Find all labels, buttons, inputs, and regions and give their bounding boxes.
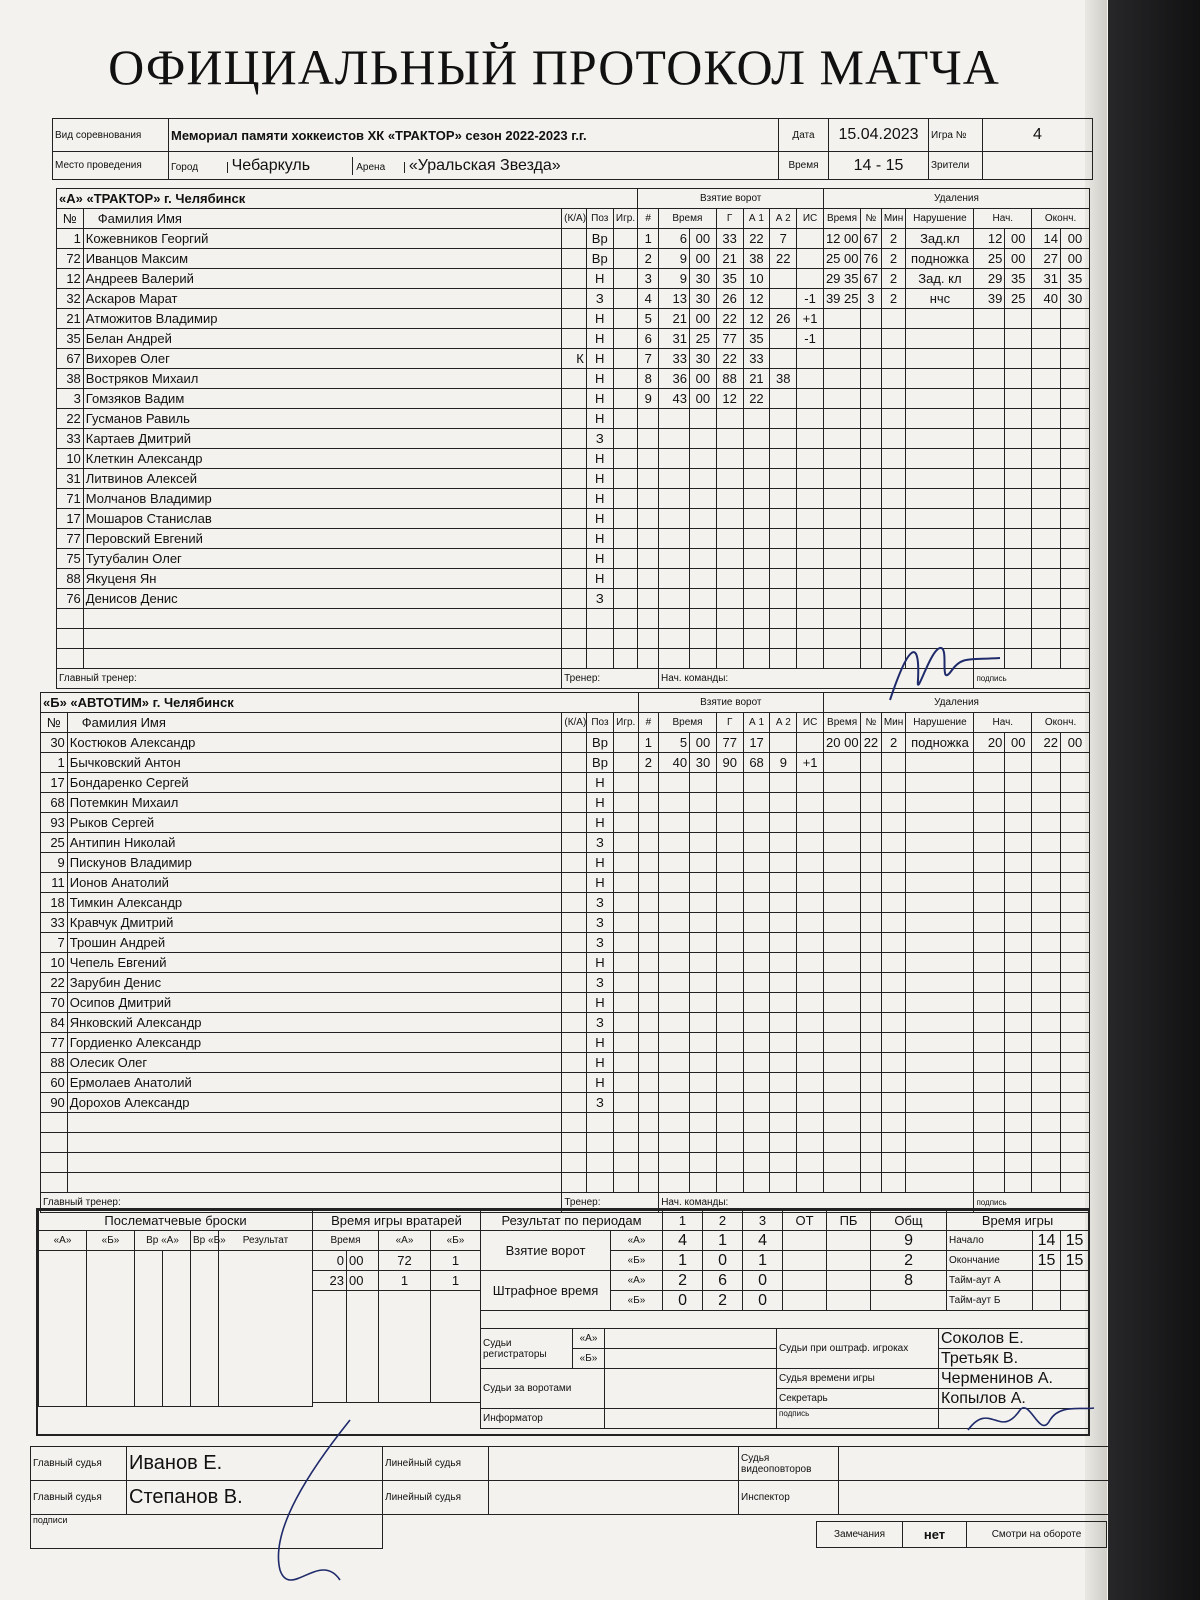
player-row: 67 Вихорев Олег К Н 7 33 30 22 33 bbox=[57, 349, 1090, 369]
player-row: 35 Белан Андрей Н 6 31 25 77 35 -1 bbox=[57, 329, 1090, 349]
remarks-table bbox=[816, 1521, 1107, 1548]
time-value: 14 - 15 bbox=[829, 152, 929, 180]
shootout-title: Послематчевые броски bbox=[39, 1211, 313, 1231]
player-row: 90 Дорохов Александр З bbox=[41, 1093, 1090, 1113]
spectators-value bbox=[983, 152, 1093, 180]
player-row bbox=[41, 1173, 1090, 1193]
time-judge: Черменинов А. bbox=[939, 1369, 1089, 1389]
header-table bbox=[52, 118, 1093, 180]
player-row: 75 Тутубалин Олег Н bbox=[57, 549, 1090, 569]
player-row: 9 Пискунов Владимир Н bbox=[41, 853, 1090, 873]
remarks-label: Замечания bbox=[817, 1522, 903, 1548]
arena-label: Арена bbox=[356, 162, 405, 173]
player-row: 25 Антипин Николай З bbox=[41, 833, 1090, 853]
team-title: «Б» «АВТОТИМ» г. Челябинск bbox=[41, 693, 639, 713]
goalie-time-col-b: «Б» bbox=[431, 1231, 481, 1251]
head-coach-label: Главный тренер: bbox=[41, 1193, 562, 1213]
column-header-row: № Фамилия Имя (К/А) Поз Игр. # Время Г А 1 А 2 ИС Время № Мин Нарушение Нач. Оконч. bbox=[41, 713, 1090, 733]
player-row: 10 Клеткин Александр Н bbox=[57, 449, 1090, 469]
goalie-time-col-a: «А» bbox=[379, 1231, 431, 1251]
team-chief-label: Нач. команды: bbox=[659, 1193, 974, 1213]
team-b-table bbox=[40, 692, 1090, 1213]
secretary-label: Секретарь bbox=[777, 1389, 939, 1409]
pen-judge-2: Третьяк В. bbox=[939, 1349, 1089, 1369]
player-row: 17 Бондаренко Сергей Н bbox=[41, 773, 1090, 793]
player-row: 31 Литвинов Алексей Н bbox=[57, 469, 1090, 489]
arena-value: «Уральская Звезда» bbox=[408, 156, 561, 174]
secretary-signature bbox=[960, 1390, 1100, 1450]
remarks-value: нет bbox=[903, 1522, 967, 1548]
player-row: 38 Востряков Михаил Н 8 36 00 88 21 38 bbox=[57, 369, 1090, 389]
player-row: 17 Мошаров Станислав Н bbox=[57, 509, 1090, 529]
main-referee-label: Главный судья bbox=[31, 1447, 127, 1481]
shootout-result: Результат bbox=[219, 1231, 313, 1251]
player-row bbox=[41, 1113, 1090, 1133]
team-a-table bbox=[56, 188, 1090, 689]
player-row: 33 Картаев Дмитрий З bbox=[57, 429, 1090, 449]
column-header-row: № Фамилия Имя (К/А) Поз Игр. # Время Г А 1 А 2 ИС Время № Мин Нарушение Нач. Оконч. bbox=[57, 209, 1090, 229]
goal-judges-label: Судьи за воротами bbox=[481, 1369, 605, 1409]
main-referee-1: Иванов Е. bbox=[127, 1447, 383, 1481]
player-row bbox=[57, 609, 1090, 629]
referees-table: Главный судья Иванов Е. Линейный судья Судья видеоповторов Главный судья Степанов В. Линейный судья Инспектор подписи bbox=[30, 1446, 1109, 1549]
player-row: 71 Молчанов Владимир Н bbox=[57, 489, 1090, 509]
head-coach-label: Главный тренер: bbox=[57, 669, 562, 689]
shootout-b: «Б» bbox=[87, 1231, 135, 1251]
inspector-label: Инспектор bbox=[739, 1481, 839, 1515]
background-dark-leather bbox=[1095, 0, 1200, 1600]
player-row: 32 Аскаров Марат З 4 13 30 26 12 -1 39 25 3 2 нчс 39 25 40 30 bbox=[57, 289, 1090, 309]
game-time-title: Время игры bbox=[947, 1211, 1089, 1231]
shootout-gk-a: Вр «А» bbox=[135, 1231, 191, 1251]
player-row bbox=[41, 1153, 1090, 1173]
player-row: 77 Гордиенко Александр Н bbox=[41, 1033, 1090, 1053]
pim-label: Штрафное время bbox=[481, 1271, 611, 1311]
player-row: 88 Олесик Олег Н bbox=[41, 1053, 1090, 1073]
player-row: 88 Якуценя Ян Н bbox=[57, 569, 1090, 589]
place-cell bbox=[169, 152, 779, 180]
goalie-time-title: Время игры вратарей bbox=[313, 1211, 481, 1231]
player-row: 33 Кравчук Дмитрий З bbox=[41, 913, 1090, 933]
player-row bbox=[41, 1133, 1090, 1153]
competition-label: Вид соревнования bbox=[53, 119, 169, 152]
player-row: 68 Потемкин Михаил Н bbox=[41, 793, 1090, 813]
city-value: Чебаркуль bbox=[232, 157, 353, 175]
signature-label: подпись bbox=[974, 1193, 1090, 1213]
team-a-signature bbox=[880, 630, 1020, 710]
coach-label: Тренер: bbox=[562, 669, 659, 689]
pen-judges-label: Судьи при оштраф. игроках bbox=[777, 1329, 939, 1369]
goalie-time-row: 23 00 1 1 bbox=[313, 1271, 481, 1291]
page-title: ОФИЦИАЛЬНЫЙ ПРОТОКОЛ МАТЧА bbox=[108, 39, 1000, 95]
team-title: «А» «ТРАКТОР» г. Челябинск bbox=[57, 189, 638, 209]
player-row: 72 Иванцов Максим Вр 2 9 00 21 38 22 25 00 76 2 подножка 25 00 27 00 bbox=[57, 249, 1090, 269]
main-referee-2: Степанов В. bbox=[127, 1481, 383, 1515]
periods-table: Результат по периодам 1 2 3 ОТ ПБ Общ Взятие ворот «А» 4 1 4 9 «Б» 1 0 1 2 Штрафное время «А» 2 6 0 8 «Б» 0 2 0 bbox=[480, 1210, 947, 1311]
player-row: 22 Гусманов Равиль Н bbox=[57, 409, 1090, 429]
time-label: Время bbox=[779, 152, 829, 180]
penalties-section-title: Удаления bbox=[824, 693, 1090, 713]
player-row: 12 Андреев Валерий Н 3 9 30 35 10 29 35 67 2 Зад. кл 29 35 31 35 bbox=[57, 269, 1090, 289]
goalie-time-table bbox=[312, 1210, 481, 1403]
secretary: Копылов А. bbox=[939, 1389, 1089, 1409]
signature-label: подпись bbox=[974, 669, 1090, 689]
shootout-gk-b: Вр «Б» bbox=[191, 1231, 219, 1251]
player-row: 84 Янковский Александр З bbox=[41, 1013, 1090, 1033]
player-row: 1 Кожевников Георгий Вр 1 6 00 33 22 7 12 00 67 2 Зад.кл 12 00 14 00 bbox=[57, 229, 1090, 249]
see-back-label: Смотри на обороте bbox=[967, 1522, 1107, 1548]
player-row: 60 Ермолаев Анатолий Н bbox=[41, 1073, 1090, 1093]
player-row: 22 Зарубин Денис З bbox=[41, 973, 1090, 993]
place-label: Место проведения bbox=[53, 152, 169, 180]
time-judge-label: Судья времени игры bbox=[777, 1369, 939, 1389]
pen-judge-1: Соколов Е. bbox=[939, 1329, 1089, 1349]
player-row: 30 Костюков Александр Вр 1 5 00 77 17 20 00 22 2 подножка 20 00 22 00 bbox=[41, 733, 1090, 753]
date-value: 15.04.2023 bbox=[829, 119, 929, 152]
player-row: 76 Денисов Денис З bbox=[57, 589, 1090, 609]
officials-table: Судьи регистраторы «А» Судьи при оштраф. игроках Соколов Е. «Б» Третьяк В. Судьи за воротами Судья времени игры Черменинов А. Секретарь Копылов А. Информатор подпись bbox=[480, 1328, 1089, 1429]
goals-section-title: Взятие ворот bbox=[638, 693, 823, 713]
goalie-time-col-time: Время bbox=[313, 1231, 379, 1251]
coach-label: Тренер: bbox=[562, 1193, 659, 1213]
player-row: 11 Ионов Анатолий Н bbox=[41, 873, 1090, 893]
goalie-time-row: 0 00 72 1 bbox=[313, 1251, 481, 1271]
player-row: 18 Тимкин Александр З bbox=[41, 893, 1090, 913]
shootout-table bbox=[38, 1210, 313, 1407]
goals-section-title: Взятие ворот bbox=[638, 189, 824, 209]
team-chief-label: Нач. команды: bbox=[659, 669, 974, 689]
player-row: 70 Осипов Дмитрий Н bbox=[41, 993, 1090, 1013]
player-row: 7 Трошин Андрей З bbox=[41, 933, 1090, 953]
penalties-section-title: Удаления bbox=[823, 189, 1089, 209]
player-row: 3 Гомзяков Вадим Н 9 43 00 12 22 bbox=[57, 389, 1090, 409]
goals-label: Взятие ворот bbox=[481, 1231, 611, 1271]
player-row: 10 Чепель Евгений Н bbox=[41, 953, 1090, 973]
periods-title: Результат по периодам bbox=[481, 1211, 663, 1231]
game-time-table: Время игры Начало 14 15 Окончание 15 15 Тайм-аут А Тайм-аут Б bbox=[946, 1210, 1089, 1311]
shootout-a: «А» bbox=[39, 1231, 87, 1251]
signatures-label: подписи bbox=[31, 1515, 383, 1549]
video-referee-label: Судья видеоповторов bbox=[739, 1447, 839, 1481]
city-label: Город bbox=[171, 162, 228, 173]
player-row: 77 Перовский Евгений Н bbox=[57, 529, 1090, 549]
player-row: 21 Атможитов Владимир Н 5 21 00 22 12 26 +1 bbox=[57, 309, 1090, 329]
player-row: 93 Рыков Сергей Н bbox=[41, 813, 1090, 833]
competition-value: Мемориал памяти хоккеистов ХК «ТРАКТОР» сезон 2022-2023 г.г. bbox=[169, 119, 779, 152]
spectators-label: Зрители bbox=[929, 152, 983, 180]
informer-label: Информатор bbox=[481, 1409, 605, 1429]
game-number-label: Игра № bbox=[929, 119, 983, 152]
reg-judges-label: Судьи регистраторы bbox=[481, 1329, 573, 1369]
player-row: 1 Бычковский Антон Вр 2 40 30 90 68 9 +1 bbox=[41, 753, 1090, 773]
referee-signature bbox=[250, 1410, 390, 1600]
date-label: Дата bbox=[779, 119, 829, 152]
game-number-value: 4 bbox=[983, 119, 1093, 152]
